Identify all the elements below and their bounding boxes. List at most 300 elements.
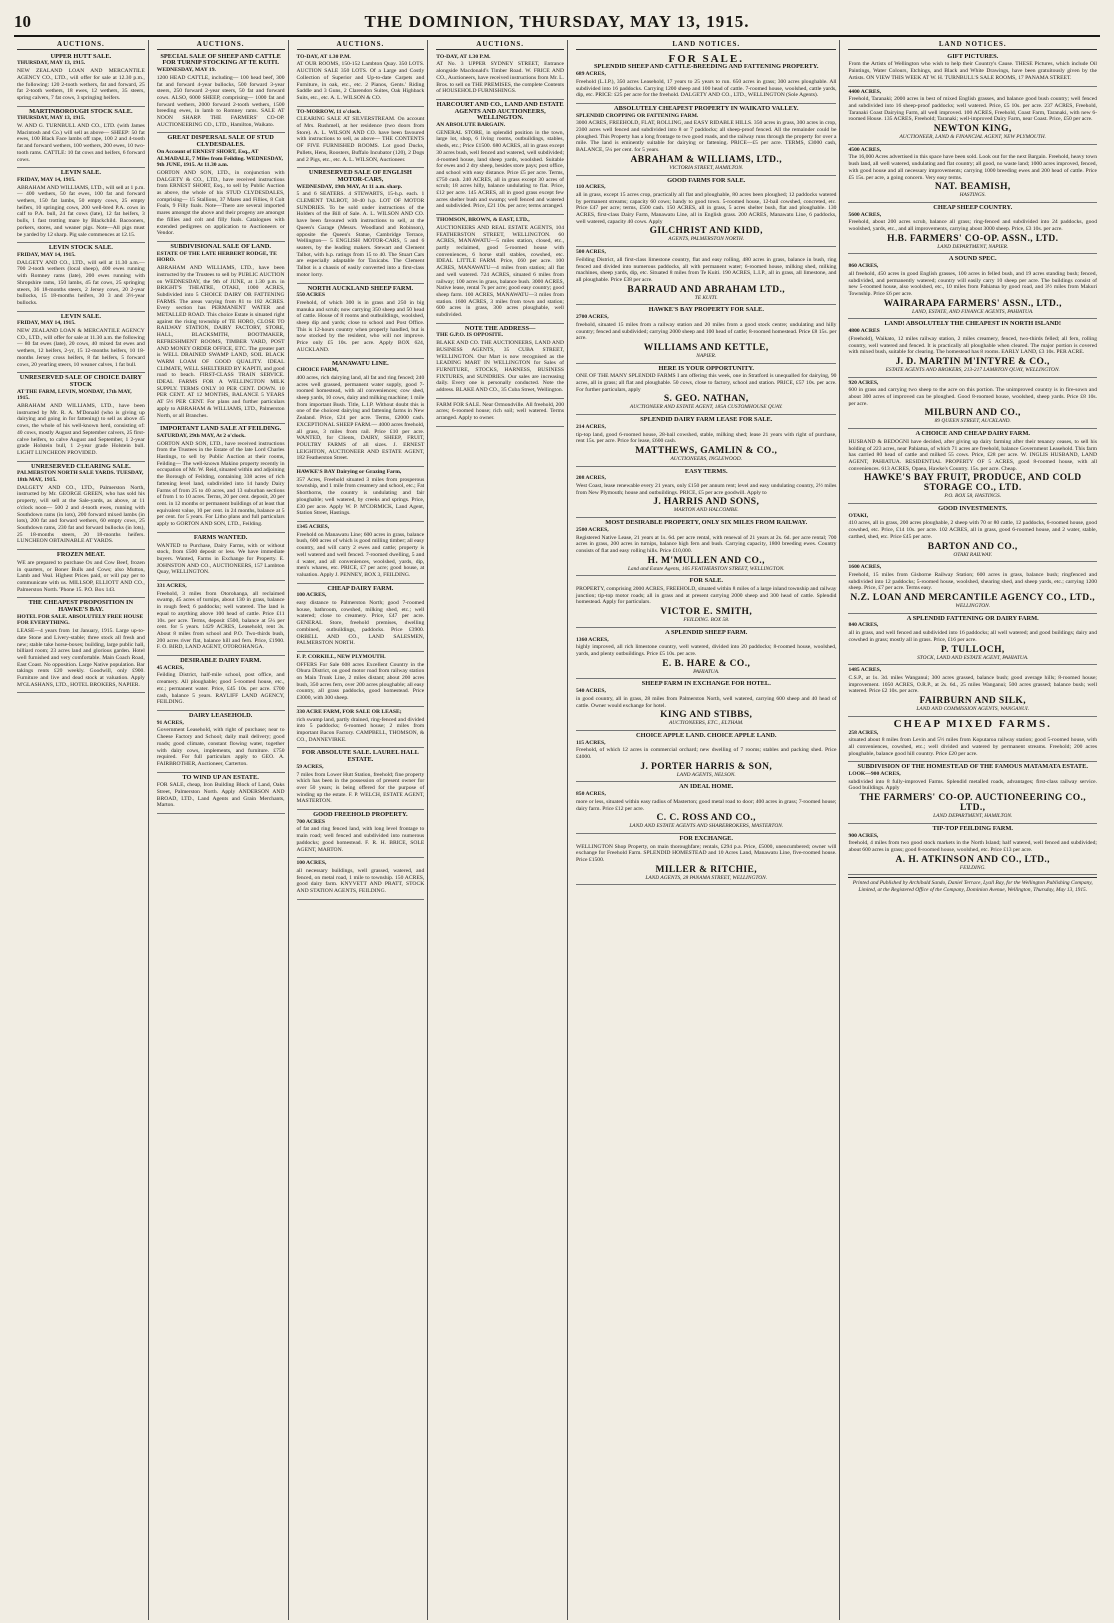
- ad-body: 357 Acres, Freehold situated 3 miles from prosperous township, and 1 mile from creamery and school, etc.; Fat Shorthorns, the country is undulating and fair ploughable; well watered, by creeks and springs. Price, £30 per acre. Apply W. P. M'CORMICK, Land Agent, Station Street, Hastings.: [296, 476, 425, 517]
- agent-name: GILCHRIST AND KIDD,: [649, 226, 763, 237]
- advertisement: [297, 52, 425, 107]
- ad-lead: TO-MORROW, 11 o'clock.: [296, 108, 362, 115]
- ad-body: Freehold, of which 12 acres in commercial orchard; new dwelling of 7 rooms; stables and packing shed. Price £4000.: [576, 747, 837, 761]
- agent-address: FEILDING.: [959, 864, 986, 871]
- ad-lead: 920 ACRES,: [848, 379, 879, 386]
- agent-name: KING AND STIBBS,: [660, 710, 753, 721]
- ad-title: IMPORTANT LAND SALE AT FEILDING.: [159, 425, 282, 433]
- ad-lead: SPLENDID CROPPING OR FATTENING FARM.: [576, 112, 699, 119]
- ad-body: 3000 ACRES, FREEHOLD, FLAT, ROLLING, and EASY RIDABLE HILLS. 350 acres in grass, 300 acres in crop, 2300 acres well fenced and subdivided into 8 or 7 paddocks; all sheep-proof fenced. All the remainder could be ploughed. This Property has a long frontage to two good roads, and the railway runs through the property for over a mile. The land is eminently suitable for dairying or fattening. PRICE—£5 per acre. TERMS, £3000 cash, BALANCE, 5¼ per cent. for 5 years.: [576, 120, 837, 154]
- ad-title: DAIRY LEASEHOLD.: [188, 711, 253, 719]
- ad-lead: 4800 ACRES: [848, 328, 880, 335]
- ad-title: HAWKE'S BAY PROPERTY FOR SALE.: [648, 306, 764, 314]
- ad-body: DALGETY AND CO., LTD., will sell at 11.30 a.m.— 700 2-tooth wethers (local sheep), 400 ewes running with Romney rams (late), 200 ewes running with Shropshire rams, 150 lambs, 45 fat cows, 25 springing steers, 36 18-months steers, 2 Jersey cows, 20 2-year bullocks, 15 18-months heifers, 30 3 and 3½-year bullocks.: [17, 259, 145, 306]
- advertisement: [297, 748, 425, 810]
- column-heading: AUCTIONS.: [297, 40, 425, 50]
- advertisement: [576, 415, 836, 467]
- column-heading: AUCTIONS.: [17, 40, 145, 50]
- agent-address: LAND, ESTATE, AND FINANCE AGENTS, PAHIATUA.: [911, 308, 1034, 315]
- ad-lead: 1600 ACRES,: [848, 564, 882, 571]
- advertisement: [848, 87, 1097, 145]
- advertisement: [848, 429, 1097, 504]
- imprint-footer: Printed and Published by Archibald Sando, Daniel Terrace, Lyall Bay, for the Wellington Publishing Company, Limited, at the Registered Office of the Company, Dominion Avenue, Wellington, Thursday, May 13, 1915.: [848, 877, 1097, 893]
- ad-title: A SOUND SPEC.: [948, 255, 997, 263]
- ad-body: all in grass, and well fenced and subdivided into 16 paddocks; all well watered; and good buildings; dairy and cowshed in grass; mostly all in grass. Price, £16 per acre.: [848, 630, 1097, 643]
- ad-title: UNRESERVED SALE OF CHOICE DAIRY STOCK: [19, 374, 142, 388]
- ad-title: SPECIAL SALE OF SHEEP AND CATTLE FOR TURNIP STOCKING AT TE KUITI.: [160, 52, 281, 67]
- column-4: [433, 40, 568, 1620]
- advertisement: [297, 467, 425, 522]
- ad-body: DALGETY AND CO., LTD., Palmerston North, instructed by Mr. GEORGE GREEN, who has sold his property, will sell at the Sale-yards, as above, at 11 o'clock noon— 500 2 and 4-tooth ewes, running with Southdown rams (in lots), 200 forward mixed lambs (in lots), 200 fat and forward wethers, 60 empty cows, 25 Southdown rams, 230 fat and forward bullocks (in lots), 25 18-months steers, 20 18-months heifers. LUNCHEON OBTAINABLE AT YARDS.: [17, 484, 145, 545]
- advertisement: [157, 773, 285, 815]
- column-heading: AUCTIONS.: [436, 40, 564, 50]
- ad-body: rich swamp land, partly drained, ring-fenced and divided into 5 paddocks; 6-roomed house; 2 miles from important Bacon Factory. CAMPBELL, THOMSON, & CO., DANNEVIRKE.: [296, 716, 425, 743]
- advertisement: [157, 133, 285, 242]
- ad-body: From the Artists of Wellington who wish to help their Country's Cause. THESE Pictures, which include Oil Paintings, Water Colours, Etchings, and Black and White Drawings, have been gratuitously given by the Artists. ON VIEW THIS WEEK AT W. H. TURNBULL'S SALE ROOMS, 17 PANAMA STREET.: [848, 61, 1097, 81]
- advertisement: [576, 104, 836, 176]
- advertisement: [157, 242, 285, 424]
- agent-address: AUCTIONEER AND ESTATE AGENT, 185A CUSTOMHOUSE QUAY.: [629, 404, 783, 411]
- advertisement: [17, 312, 145, 374]
- ad-lead: 900 ACRES,: [848, 832, 879, 839]
- ad-lead: 258 ACRES,: [848, 729, 879, 736]
- ad-lead: 1360 ACRES,: [576, 636, 609, 643]
- ad-body: Freehold, of which 300 is in grass and 250 in big manuka and scrub; now carrying 350 sheep and 50 head of cattle. House of 8 rooms and outbuildings, woolshed, sheep dip and yards; close to school and Post Office. This is 12-hours country when properly handled, but is now stocked by the resident, who will not improve. Price only £5 10s. per acre. Apply BOX 624, AUCKLAND.: [296, 299, 425, 353]
- ad-title: A SPLENDID SHEEP FARM.: [665, 628, 748, 636]
- advertisement: [848, 145, 1097, 203]
- ad-lead: 689 ACRES,: [576, 71, 606, 78]
- ad-body: Feilding District, all first-class limestone country, flat and easy rolling, 480 acres in grass, balance in bush, ring fenced and divided into numerous paddocks, all with permanent water; 6-roomed house, milking shed, milking machines, sheep yards, dip, etc. Situated 8 miles from Te Kuiti. 190 ACRES, L.I.P., all in grass, all limestone, and all ploughable. Price £38 per acre.: [576, 256, 837, 283]
- advertisement: [848, 717, 1097, 763]
- agent-address: P.O. BOX 58, HASTINGS.: [944, 493, 1002, 500]
- agent-name: C. C. ROSS AND CO.,: [656, 813, 756, 824]
- ad-title: NOTE THE ADDRESS—: [464, 324, 536, 332]
- ad-body: PROPERTY, comprising 2000 ACRES, FREEHOLD, situated within 8 miles of a large inland township and railway junction; tip-top motor roads; all in grass and at present carrying 2000 sheep and 300 head of cattle. Splendid homestead. Apply for particulars.: [576, 586, 837, 606]
- ad-lead: 540 ACRES,: [576, 688, 606, 695]
- advertisement: [576, 176, 836, 248]
- advertisement: [848, 504, 1097, 562]
- advertisement: [576, 467, 836, 519]
- advertisement: [297, 359, 425, 468]
- agent-name: VICTOR E. SMITH,: [660, 607, 753, 618]
- agent-name: MATTHEWS, GAMLIN & CO.,: [635, 445, 778, 456]
- agent-address: FEILDING. BOX 58.: [683, 617, 730, 624]
- ad-title: CHEAP SHEEP COUNTRY.: [933, 203, 1013, 211]
- advertisement: [436, 52, 564, 100]
- agent-address: HASTINGS.: [959, 192, 986, 199]
- advertisement: [848, 319, 1097, 377]
- ad-body: WE are prepared to purchase Ox and Cow Beef, frozen in quarters, or Boner Bulls and Cows; also Mutton, Lamb and Veal. Highest Prices paid, or will pay per to communicate with us. MILLSOP, ELLIOTT AND CO., Palmerston North. 'Phone 15. P.O. Box 143.: [17, 559, 145, 593]
- agent-address: LAND AGENTS, NELSON.: [676, 771, 736, 778]
- advertisement: [848, 562, 1097, 614]
- ad-body: AT OUR ROOMS, 150-152 Lambton Quay. 350 LOTS. AUCTION SALE 350 LOTS. Of a Large and Costly Collection of Superior and Up-to-date Carpets and Furniture, in oak, etc., etc. 2 Pianos, Gents.' Riding Saddle and 3 Guns, 2 Clarendon Suites, Oak Highback Suits, etc., etc. A. L. WILSON & CO.: [296, 61, 425, 101]
- ad-lead: WEDNESDAY, MAY 19.: [156, 67, 216, 74]
- advertisement: [17, 243, 145, 311]
- agent-name: FAIRBURN AND SILK,: [919, 696, 1026, 707]
- agent-address: Land and Estate Agents, 105 FEATHERSTON STREET, WELLINGTON.: [627, 565, 785, 572]
- ad-body: Registered Native Lease, 21 years at 1s. 6d. per acre rental, with renewal of 21 years at 2s. 6d. per acre rental; 700 acres in grass, 200 acres in turnips, balance high fern and bush. Carrying capacity, 1800 breeding ewes. Country consists of flat and easy rolling hills. Price £10,000.: [576, 534, 837, 554]
- advertisement: [297, 858, 425, 900]
- ad-lead: 2700 ACRES,: [576, 314, 609, 321]
- advertisement: [576, 247, 836, 305]
- advertisement: [576, 305, 836, 363]
- ad-body: ABRAHAM AND WILLIAMS, LTD., will sell at 1 p.m.— 400 wethers, 50 fat ewes, 100 fat and forward wethers, 150 fat lambs, 50 empty cows, 25 empty heifers, 10 springing cows, 200 well-bred P.A. cows in calf to P.A. bull, 24 fat cows (late), 12 fat heifers, 3 bulls, 1 fast trotting mare by Blackchild. Bacooners, porkers, stores, and weaner pigs. Note—All pigs must be yarded by 12 sharp. Pig sale commences at 12.15.: [17, 184, 145, 238]
- ad-lead: FRIDAY, MAY 14, 1915.: [17, 251, 76, 258]
- agent-name: MILBURN AND CO.,: [924, 408, 1021, 419]
- ad-body: freehold, situated 15 miles from a railway station and 20 miles from a good stock centre; undulating and hilly country; fenced and subdivided; carrying 2000 sheep and 100 head of cattle; 8-roomed homestead. Price £8 15s. per acre.: [576, 321, 837, 342]
- ad-body: Feilding District, half-mile school, post office, and creamery. All ploughable; good 5-roomed house, etc., etc.; permanent water. Price, £45 10s. per acre. £700 cash, balance 5 years. RAYLIFF LAND AGENCY, FEILDING.: [156, 672, 285, 706]
- ad-body: GORTON AND SON, LTD., in conjunction with DALGETY & CO., LTD., have received instructions from ERNEST SHORT, Esq., to sell by Public Auction as above, the whole of his STUD CLYDESDALES, comprising— 15 Stallions, 37 Mares and Fillies, 8 Colt Foals, 9 Filly foals. Note—There are several imported mares amongst the above and their progeny are amongst the fillies and colt and filly foals. Catalogues with extended pedigrees on application to Auctioneers or Vendor.: [156, 169, 285, 237]
- ad-title: LEVIN SALE.: [60, 312, 101, 320]
- ad-title: HERE IS YOUR OPPORTUNITY.: [658, 364, 754, 372]
- ad-body: WELLINGTON Shop Property, on main thoroughfare; rentals, £294 p.a. Price, £5000, unencumbered; owner will exchange for Freehold Farm. SPLENDID HOMESTEAD and 10 Acres Land, Manawatu Line, five-roomed house. Price £1500.: [576, 843, 837, 864]
- ad-title: DESIRABLE DAIRY FARM.: [180, 657, 262, 665]
- ad-body: HUSBAND & BEDOGNI have decided, after giving up dairy farming after their tenancy ceases, to sell his holding of 223 acres, near Pahiatua, of which 71 acres are freehold, balance Government Leasehold. This farm has carried 80 head of cattle and milked 55 cows. Price, £28 per acre. W. INGLIS HUSBAND, LAND AGENT, PAHIATUA. RESIDENTIAL PROPERTY OF 5 ACRES, good 8-roomed house, with all conveniences. 613 ACRES, Opaea, Hawke's Country. 15s. per acre. Cheap.: [848, 438, 1097, 472]
- ad-title: GOOD FARMS FOR SALE.: [667, 176, 746, 184]
- advertisement: [297, 107, 425, 169]
- ad-lead: 100 ACRES,: [296, 860, 327, 867]
- ad-lead: 5600 ACRES,: [848, 211, 882, 218]
- advertisement: [436, 399, 564, 427]
- advertisement: [157, 656, 285, 711]
- ad-body: of fat and ring fenced land, with long level frontage to main road; well fenced and subdivided into numerous paddocks; good homestead. F. R. H. BRICE, SOLE AGENT, MARTON.: [296, 826, 425, 853]
- agent-name: J. D. MARTIN M'INTYRE & CO.,: [895, 356, 1050, 367]
- ad-body: GENERAL STORE, in splendid position in the town, large lot, shop, 6 living rooms, outbuildings, stables, sheds, etc.; Price £1500. 680 ACRES, all in grass except 30 acres bush, well fenced and watered, well subdivided; 4-roomed house, land sheep yards, woolshed. Suitable for ewes and 2 dry sheep, besides store pays; post office, and school with easy distance. Price £5 per acre. Terms, £750 cash. 240 ACRES, all in grass except 30 acres of scrub; 18 acres hilly, balance undulating to flat. Price, £12 per acre. 145 ACRES, all in good grass except few acres shelter bush and swamp; well fenced and watered and subdivided. Price, £21 10s. per acre; terms arranged.: [436, 129, 564, 210]
- ad-lead: 45 ACRES,: [156, 664, 184, 671]
- column-2: [154, 40, 289, 1620]
- ad-body: Freehold, about 200 acres scrub, balance all grass; ring-fenced and subdivided into 24 paddocks, good woolshed, yards, etc., and all improvements, carrying about 3000 sheep. Price, £3 10s. per acre.: [848, 219, 1097, 233]
- ad-lead: 1345 ACRES,: [296, 524, 330, 530]
- ad-body: situated about 8 miles from Levin and 5½ miles from Koputaroa railway station; good 5-roomed house, with all conveniences, cowshed, etc.; well divided and watered by permanent streams. Freehold; 200 acres ploughable, balance good hill country. Price £20 per acre.: [848, 737, 1097, 757]
- ad-body: 400 acres, rich dairying land, all fat and ring fenced; 240 acres well grassed, permanent water supply, good 7-roomed homestead, with all conveniences; cow shed, sheep yards, 10 cows, dairy and milking machine; 1 mile from important Bush. Title, L.I.P. Without doubt this is one of the choicest dairying and fattening farms in New Zealand. Price, £24 per acre. Terms, £2000 cash. EXCEPTIONAL SHEEP FARM.— 4000 acres freehold, all grass, 3 miles from rail. Price £10 per acre. WANTED, for Clients, DAIRY, SHEEP, FRUIT, POULTRY FARMS of all sizes. J. ERNEST LEIGHTON, AUCTIONEER AND ESTATE AGENT, 182 Featherston Street.: [296, 374, 425, 462]
- ad-body: The 16,000 Acres advertised in this space have been sold. Look out for the next Bargain. Freehold, heavy town bush land, all well watered, undulating and flat country; all good, no waste land; 1000 acres improved, fenced, with good house and all necessary improvements; carrying 1000 breeding ewes and 200 head of cattle. Price £5 15s. per acre, a going concern. Very easy terms.: [848, 154, 1097, 181]
- ad-title: SUBDIVISIONAL SALE OF LAND.: [170, 242, 271, 250]
- ad-lead: On Account of ERNEST SHORT, Esq., AT ALMADALE, 7 Miles from Feilding. WEDNESDAY, 9th JUNE, 1915. At 11.30 a.m.: [156, 148, 283, 169]
- ad-body: highly improved, all rich limestone country, well watered, divided into 20 paddocks; 8-roomed house, woolshed, yards, and plenty outbuildings. Price £5 10s. per acre.: [576, 644, 837, 657]
- ad-lead: 331 ACRES,: [156, 583, 187, 590]
- ad-body: Freehold on Manawatu Line; 600 acres in grass, balance bush, 600 acres of which is good milling timber; all easy country, and will carry 2 ewes and cattle; property is well watered and well fenced. 7-roomed dwelling, 5 and 4 water, and all conveniences, woolshed, yards, dip, men's whares, etc. PRICE, £7 per acre; good house, at valuation. Apply J. PENNEY, BOX 3, FEILDING.: [296, 531, 425, 578]
- ad-banner: CHEAP MIXED FARMS.: [893, 717, 1052, 730]
- advertisement: [297, 284, 425, 359]
- ad-title: UNRESERVED SALE OF ENGLISH MOTOR-CARS,: [308, 169, 412, 183]
- advertisement: [297, 652, 425, 707]
- agent-name: H. M'MULLEN AND CO.,: [647, 555, 765, 566]
- ad-body: more or less, situated within easy radius of Masterton; good metal road to door; 400 acres in grass; 7-roomed house; dairy farm. Price £12 per acre.: [576, 798, 837, 812]
- agent-name: J. HARRIS AND SONS,: [653, 497, 760, 508]
- ad-lead: 59 ACRES,: [296, 763, 324, 770]
- advertisement: [297, 522, 425, 584]
- ad-title: GOOD FREEHOLD PROPERTY.: [313, 811, 408, 819]
- agent-address: LAND AND COMMISSION AGENTS, WANGANUI.: [916, 706, 1030, 713]
- agent-name: HAWKE'S BAY FRUIT, PRODUCE, AND COLD STORAGE CO., LTD.: [863, 473, 1082, 494]
- ad-lead: 1485 ACRES,: [848, 667, 882, 674]
- ad-body: ABRAHAM AND WILLIAMS, LTD., have been instructed by the Trustees to sell by PUBLIC AUCTION on WEDNESDAY, the 9th of JUNE, at 1.30 p.m. in BRIGHT'S THEATRE, OTAKI, 1000 ACRES, Subdivided into 5 CHOICE DAIRY OR FATTENING FARMS. The areas varying from 81 to 182 ACRES. Every section has PERMANENT WATER and METALLED ROAD. This choice Estate is situated right against the rising township of TE HORO, CLOSE TO RAILWAY STATION, DAIRY FACTORY, STORE, HALL, BLACKSMITH, BOOTMAKER, REFRESHMENT ROOMS, TIMBER YARD, POST AND MONEY ORDER OFFICE, ETC. The greater part is WELL DRAINED SWAMP LAND, SOIL BLACK WARM LOAM OF GOOD QUALITY. IDEAL CLIMATE, WELL SHELTERED BY KAPITI, and good road to beach. FIRST-CLASS TRAIN SERVICE. IDEAL FARMS FOR A WELLINGTON MILK SUPPLY. TERMS ONLY 10 PER CENT. DOWN. 10 PER CENT. AT 12 MONTHS, BALANCE 5 YEARS AT 5½ PER CENT. For plans and further particulars apply to ABRAHAM & WILLIAMS, LTD., Palmerston North, or all Branches.: [156, 265, 285, 419]
- ad-lead: 4500 ACRES,: [848, 146, 882, 153]
- ad-body: tip-top land, good 6-roomed house, 28-bail cowshed, stable, milking shed; lease 21 years with right of purchase, rent 15s. per acre. Price for lease, £600 cash.: [576, 431, 837, 445]
- ad-body: W. AND G. TURNBULL AND CO., LTD. (with James Macintosh and Co.) will sell as above— SHEEP: 50 fat ewes, 100 Black Face lambs off rape, 100 2 and 4-tooth fat and forward wethers, 100 wethers, 200 ewes, 10 two-tooth rams. CATTLE: 10 fat cows and heifers, 6 forward cows.: [17, 123, 145, 163]
- column-6: [845, 40, 1100, 1620]
- ad-lead: F. P. CORKILL, NEW PLYMOUTH.: [296, 653, 386, 660]
- agent-name: J. PORTER HARRIS & SON,: [640, 761, 773, 772]
- ad-title: SUBDIVISION OF THE HOMESTEAD OF THE FAMOUS MATAMATA ESTATE.: [857, 763, 1088, 771]
- agent-address: ESTATE AGENTS AND BROKERS, 213-217 LAMBTON QUAY, WELLINGTON.: [885, 366, 1060, 373]
- ad-title: GOOD INVESTMENTS.: [938, 505, 1008, 513]
- ad-title: TO WIND UP AN ESTATE.: [182, 773, 259, 781]
- ad-lead: ESTATE OF THE LATE HERBERT RODGE, TE HORO.: [156, 250, 277, 264]
- masthead: [14, 10, 1100, 37]
- ad-title: LEVIN SALE.: [60, 169, 101, 177]
- ad-lead: 860 ACRES,: [848, 263, 879, 270]
- ad-title: SHEEP FARM IN EXCHANGE FOR HOTEL.: [641, 680, 771, 688]
- ad-body: WANTED to Purchase, Dairy Farms, with or without stock, from £500 deposit or less. We have immediate buyers. Wanted, Farms in Exchange for Property. E. JOHNSTON AND CO., AUCTIONEERS, 157 Lambton Quay, WELLINGTON.: [156, 542, 285, 576]
- advertisement: [436, 215, 564, 324]
- ad-body: West Coast, lease renewable every 21 years, only £150 per annum rent; level and easy undulating country, 2½ miles from New Plymouth; house and outbuildings. PRICE, £5 per acre goodwill. Apply to: [576, 483, 837, 496]
- ad-lead: AT THE FARM, LEVIN, MONDAY, 17th MAY, 1915.: [17, 388, 132, 402]
- ad-body: LEASE—4 years from 1st January, 1915. Large up-to-date Stone and Livery-stable; three stock all fresh and new; stable take horse-boxes; building, large public hall, billiard room; 23 acres land and glorious garden. Hotel well furnished and very comfortable. Main Coach Road, East Coast. No opposition. Large Native population. Bar takings rents £20 weekly. Goodwill, only £900. Furniture and live and dead stock at valuation. Apply M'GLASHANS, LTD., HOTEL BROKERS, NAPIER.: [17, 628, 145, 688]
- ad-lead: OTAKI,: [848, 512, 869, 519]
- ad-title: SPLENDID SHEEP AND CATTLE-BREEDING AND FATTENING PROPERTY.: [593, 63, 819, 71]
- advertisement: [157, 52, 285, 134]
- ad-body: FOR SALE, cheap, Iron Building Block of Land, Oaks Street, Palmerston North. Apply ANDERSON AND BROAD, LTD., Land Agents and Grain Merchants, Marton.: [156, 782, 285, 809]
- advertisement: [848, 203, 1097, 255]
- column-heading: LAND NOTICES.: [848, 40, 1097, 50]
- ad-title: CHEAP DAIRY FARM.: [327, 584, 394, 592]
- ad-lead: THOMSON, BROWN, & EAST, LTD.,: [436, 217, 530, 224]
- agent-name: WILLIAMS AND KETTLE,: [643, 342, 769, 353]
- ad-body: in good country, all in grass, 28 miles from Palmerston North, well watered, carrying 600 sheep and 40 head of cattle. Owner would exchange for hotel.: [576, 695, 837, 709]
- advertisement: [576, 52, 836, 104]
- ad-body: ONE OF THE MANY SPLENDID FARMS I am offering this week, one in Stratford is unequalled for dairying, 90 acres, all in grass; all flat and ploughable. 50 cows, close to factory, school and station. PRICE, £57 10s. per acre. For further particulars, apply: [576, 373, 837, 393]
- agent-address: WELLINGTON.: [955, 603, 991, 610]
- ad-title: FOR EXCHANGE.: [679, 834, 734, 842]
- agent-name: ABRAHAM & WILLIAMS, LTD.,: [630, 154, 782, 165]
- agent-name: P. TULLOCH,: [940, 644, 1005, 655]
- agent-address: LAND AGENTS, 28 PANAMA STREET, WELLINGTON.: [645, 874, 768, 881]
- agent-address: AUCTIONEERS, INGLEWOOD.: [670, 455, 742, 462]
- ad-lead: TO-DAY, AT 1.30 P.M.: [296, 53, 351, 60]
- ad-body: Government Leasehold, with right of purchase; near to Cheese Factory and School; daily mail delivery; good roads; good climate, constant flowing water, together with dairy cows, implements, and furniture. £750 required. For full particulars apply to GEO. A. FAIRBROTHER, Auctioneer, Carterton.: [156, 727, 285, 767]
- advertisement: [297, 810, 425, 858]
- ad-lead: SATURDAY, 29th MAY, At 2 o'clock.: [156, 432, 246, 439]
- advertisement: [157, 424, 285, 533]
- agent-address: AGENTS, PALMERSTON NORTH.: [668, 236, 745, 243]
- agent-name: BARRAUD AND ABRAHAM LTD.,: [627, 284, 786, 295]
- ad-title: AN IDEAL HOME.: [679, 783, 734, 791]
- page-number: 10: [14, 12, 31, 31]
- ad-body: NEW ZEALAND LOAN & MERCANTILE AGENCY CO., LTD., will offer for sale at 11.30 a.m. the following— 80 fat ewes (late), 20 cows, 40 mixed fat ewes and wethers, 12 heifers, 2-yr, 15 12-months heifers, 10 18-months Jersey cross heifers, 8 fat heifers, 5 forward cows, 20 yearling steers, 10 weaner calves, 1 fat bull.: [17, 328, 145, 368]
- ad-title: EASY TERMS.: [684, 467, 728, 475]
- ad-title: TIP-TOP FEILDING FARM.: [932, 824, 1014, 832]
- agent-address: AUCTIONEERS, ETC., ELTHAM.: [669, 720, 744, 727]
- ad-lead: 850 ACRES,: [576, 791, 606, 798]
- advertisement: [17, 598, 145, 693]
- ad-body: 5 and 6 SEATERS. 4 STEWARTS, 15-h.p. each. 1 CLEMENT TALBOT, 30-40 h.p. LOT OF MOTOR SUNDRIES. To be sold under instructions of the Holders of the Bill of Sale. A. L. WILSON AND CO. have been favoured with instructions to sell, at the Queen's Garage (Messrs. Woodland and Robinson), opposite the Queen's Statue, Cambridge Terrace, Wellington— 5 ENGLISH MOTOR-CARS, 5 and 6 seaters, by the leading makers. Stewart and Clement Talbot, with h.p. ratings from 15 to 40. The Stuart Cars are especially adaptable for Taxicabs. The Clement Talbot is a chassis of easily converted into a first-class motor lorry.: [296, 191, 425, 278]
- ad-body: 410 acres, all in grass, 200 acres ploughable, 2 sheep with 70 or 80 cattle, 12 paddocks, 6-roomed house, good cowshed, etc. Price, £14 10s. per acre. 102 ACRES, all in grass, good 6-roomed house, and 2 water, stable, carthed, shed, etc. Price £45 per acre.: [848, 520, 1097, 540]
- advertisement: [848, 824, 1097, 876]
- advertisement: [297, 168, 425, 283]
- ad-lead: THURSDAY, MAY 13, 1915.: [17, 115, 86, 122]
- ad-lead: 700 ACRES: [296, 818, 325, 825]
- column-3: [294, 40, 429, 1620]
- agent-name: E. B. HARE & CO.,: [662, 658, 751, 669]
- ad-lead: WEDNESDAY, 19th MAY, At 11 a.m. sharp.: [296, 183, 403, 190]
- agent-address: AUCTIONEER, LAND & FINANCIAL AGENT, NEW PLYMOUTH.: [899, 134, 1046, 141]
- ad-body: Freehold, 3 miles from Otorohanga, all reclaimed swamp, 45 acres of turnips, about 130 in grass, balance in rough feed; 6 paddocks; well watered. The land is equal to anything above 100 head of cattle. Price £11 10s. per acre. Terms, deposit £500, balance at 5¼ per cent. for 5 years. 1429 ACRES, Leasehold, rent 3s. About 8 miles from school and P.O. Two-thirds bush, 200 acres river flat, balance hill and fern. Price, £1900. F. O. BIRD, LAND AGENT, OTOROHANGA.: [156, 590, 285, 651]
- agent-address: LAND DEPARTMENT, HAMILTON.: [933, 813, 1013, 820]
- ad-title: ABSOLUTELY CHEAPEST PROPERTY IN WAIKATO VALLEY.: [613, 104, 799, 112]
- ad-body: AUCTIONEERS AND REAL ESTATE AGENTS, 104 FEATHERSTON STREET, WELLINGTON. 60 ACRES, MANAWATU—5 miles station, closed, etc., partly reclaimed, good 5-roomed house with conveniences, 6 horse stall stables, cowshed, etc. IDEAL LITTLE FARM. Price, £60 per acre. 100 ACRES, MANAWATU—4 miles from station; all flat and well watered. 724 ACRES, situated 6 miles from railway; 100 acres in grass, balance bush. 3000 ACRES, Native lease, rental 7s per acre; good easy country; good sheep farm. 100 ACRES, MANAWATU—3 miles from station. 1600 ACRES, 3 miles from town and station; 600 acres in grass, 300 acres ploughable, well subdivided.: [436, 224, 564, 319]
- ad-lead: 2500 ACRES,: [576, 526, 609, 533]
- agent-address: LAND DEPARTMENT, NAPIER.: [937, 243, 1009, 250]
- ad-body: AT No. 3 UPPER SYDNEY STREET, Entrance alongside Macdonald's Timber Road. W. FRICE AND CO., Auctioneers, have received instructions from Mr. L. Bros. to sell on THE PREMISES, the complete Contents of HOUSEHOLD FURNISHINGS.: [436, 61, 564, 95]
- ad-banner: FOR SALE.: [668, 52, 744, 65]
- ad-title: FARMS WANTED.: [193, 533, 248, 541]
- agent-address: VICTORIA STREET, HAMILTON.: [669, 164, 744, 171]
- columns-container: [14, 40, 1100, 1620]
- ad-title: LEVIN STOCK SALE.: [48, 244, 113, 252]
- column-5: [573, 40, 840, 1620]
- advertisement: [576, 628, 836, 680]
- ad-body: ABRAHAM AND WILLIAMS, LTD., have been instructed by Mr. R. A. M'Donald (who is giving up dairying and going in for fattening) to sell as above 45 cows, the whole of his well-known herd, consisting of: 40 cows, mostly August and September calvers, 25 first-calve heifers, to calve August and September, 1 2-year grade Holstein bull, 1 2-year grade Holstein bull. LIGHT LUNCHEON PROVIDED.: [17, 403, 145, 456]
- ad-body: Freehold, Taranaki; 2000 acres in best of mixed English grasses, and balance good bush country; well fenced and subdivided into 16 sheep-proof paddocks; well watered. Price, £5 10s. per acre. 237 ACRES, Freehold, Taranaki Coast Dairying Farm, all well improved. 100 ACRES, Freehold, Coast Farm, Taranaki, with new 6-roomed House. 135 ACRES, Freehold; Taranaki; well-improved Dairy Farm, near Coast. Price, £50 per acre.: [848, 96, 1097, 123]
- ad-body: FARM FOR SALE. Near Ormondville. All freehold, 200 acres; 6-roomed house; rich soil; well watered. Terms arranged. Apply to owner.: [436, 401, 564, 422]
- advertisement: [576, 679, 836, 731]
- agent-address: 89 QUEEN STREET, AUCKLAND.: [934, 418, 1011, 425]
- agent-address: MARTON AND HALCOMBE.: [673, 507, 739, 514]
- advertisement: [17, 462, 145, 550]
- ad-body: all freehold, 450 acres in good English grasses, 100 acres in felled bush, and 19 acres standing bush; fenced, subdivided, and permanently watered; country will easily carry 10 sheep per acre. The buildings consist of new 5-roomed house, also woolshed, etc., 10 miles from Pahiatua by good road, and 3½ miles from Makuri Township. Price £6 per acre.: [848, 270, 1097, 297]
- agent-name: MILLER & RITCHIE,: [655, 864, 758, 875]
- newspaper-title: THE DOMINION, THURSDAY, MAY 13, 1915.: [364, 12, 750, 31]
- ad-body: NEW ZEALAND LOAN AND MERCANTILE AGENCY CO., LTD., will offer for sale at 12.30 p.m., the following: 120 2-tooth wethers, fat and forward, 25 fat 2-tooth wethers, 18 ewes, 12 wethers, 35 steers, spring calvers, 7 fat cows, 3 springing heifers.: [17, 68, 145, 101]
- ad-body: 7 miles from Lower Hutt Station, freehold; fine property which has been in the possession of present owner for over 50 years; is being offered for the purpose of winding up the estate. F. P. WELCH, ESTATE AGENT, MASTERTON.: [296, 771, 425, 805]
- ad-title: UNRESERVED CLEARING SALE.: [31, 462, 131, 470]
- ad-title: FROZEN MEAT.: [56, 551, 105, 559]
- ad-lead: TO-DAY, AT 1.30 P.M.: [436, 53, 491, 60]
- ad-title: NORTH AUCKLAND SHEEP FARM.: [307, 284, 414, 292]
- advertisement: [17, 373, 145, 461]
- column-1: [14, 40, 149, 1620]
- ad-body: all necessary buildings, well grassed, watered, and fenced, on metal road, 1 mile to township. 150 ACRES, good dairy farm. KNYVETT AND PRATT, STOCK AND STATION AGENTS, FEILDING.: [296, 867, 425, 895]
- advertisement: [576, 576, 836, 628]
- ad-lead: 550 ACRES: [296, 292, 325, 299]
- ad-lead: 330 ACRE FARM, FOR SALE OR LEASE;: [296, 708, 402, 715]
- ad-title: FOR ABSOLUTE SALE. LAUREL HALL ESTATE.: [301, 749, 419, 764]
- ad-title: UPPER HUTT SALE.: [50, 52, 112, 60]
- agent-name: A. H. ATKINSON AND CO., LTD.,: [895, 854, 1050, 865]
- agent-name: NAT. BEAMISH,: [934, 182, 1011, 193]
- ad-lead: THURSDAY, MAY 13, 1915.: [17, 60, 86, 67]
- advertisement: [848, 378, 1097, 430]
- ad-title: MANAWATU LINE.: [332, 359, 389, 367]
- ad-title: FOR SALE.: [689, 577, 723, 585]
- ad-body: 1200 HEAD CATTLE, including— 100 head beef, 300 fat and forward 4-year bullocks, 500 forward 3-year steers, 250 forward 2-year steers, 50 fat and forward cows. ALSO, 6000 SHEEP, comprising— 1000 fat and forward wethers, 2000 forward 2-tooth wethers, 1500 breeding ewes, in lamb to Romney rams. SALE AT NOON SHARP. THE FARMERS' CO-OP. AUCTIONEERING CO., LTD., Hamilton, Waikato.: [156, 74, 285, 128]
- advertisement: [576, 731, 836, 783]
- ad-title: LAND! ABSOLUTELY THE CHEAPEST IN NORTH ISLAND!: [884, 320, 1062, 328]
- ad-lead: FRIDAY, MAY 14, 1915.: [17, 176, 76, 183]
- advertisement: [297, 584, 425, 652]
- advertisement: [848, 614, 1097, 666]
- advertisement: [157, 711, 285, 773]
- advertisement: [848, 665, 1097, 717]
- advertisement: [157, 581, 285, 656]
- agent-name: H.B. FARMERS' CO-OP. ASSN., LTD.: [887, 233, 1059, 244]
- agent-address: PAHIATUA.: [693, 668, 720, 675]
- ad-title: GREAT DISPERSAL SALE OF STUD CLYDESDALES.: [167, 134, 274, 149]
- advertisement: [17, 550, 145, 598]
- ad-body: 600 in grass and carrying two sheep to the acre on this portion. The unimproved country is in fire-sown and about 300 acres of improved can be ploughed. Good 8-roomed house, woolshed, sheep yards. Price £8 10s. per acre.: [848, 387, 1097, 407]
- advertisement: [576, 364, 836, 416]
- agent-name: S. GEO. NATHAN,: [663, 394, 749, 405]
- advertisement: [17, 52, 145, 107]
- ad-body: (Freehold), Waikato, 12 miles railway station, 2 miles creamery, fenced, two-thirds felled; all fern, rolling country, well watered and fenced. It is practically all ploughable when cleared. The major portion is covered with mixed bush, suitable for clearing. The homestead has 8 rooms. EARLY LAND, £3 10s. PER ACRE.: [848, 335, 1097, 356]
- advertisement: [17, 107, 145, 169]
- ad-lead: 115 ACRES,: [576, 739, 606, 746]
- ad-lead: AN ABSOLUTE BARGAIN.: [436, 122, 506, 129]
- agent-name: WAIRARAPA FARMERS' ASSN., LTD.,: [883, 298, 1062, 309]
- agent-address: NAPIER.: [696, 352, 717, 359]
- ad-lead: 4400 ACRES,: [848, 88, 882, 95]
- agent-address: LAND AND ESTATE AGENTS AND SHAREBROKERS, MASTERTON.: [629, 823, 784, 830]
- ad-body: BLAKE AND CO. THE AUCTIONEERS, LAND AND BUSINESS AGENTS, 35 CUBA STREET, WELLINGTON. Our Mart is now recognised as the LEADING MART IN WELLINGTON for Sales of FURNITURE, STOCKS, HARNESS, BUSINESS FIXTURES, and SUNDRIES. Our sales are increasing daily. Every one is personally conducted. Note the address. BLAKE AND CO., 35 Cuba Street, Wellington.: [436, 340, 564, 394]
- ad-body: GORTON AND SON, LTD., have received instructions from the Trustees in the Estate of the late Lord Charles Hastings, to sell by Public Auction at their rooms, Feilding— The well-known Makino property recently in occupation of Mr. W. Reid, situated within and adjoining the Borough of Feilding, containing 338 acres of rich fattening level land, subdivided into 14 handy Dairy Farms of from 25 to 40 acres, and 13 suburban sections of from 1 to 10 acres. Terms, 20 per cent. deposit, 20 per cent. in 12 months or permanent buildings of at least that equivalent value, 10 per cent. in 24 months, balance at 5 per cent. for 5 years. For Litho plans and full particulars apply to GORTON AND SON, LTD., Feilding.: [156, 440, 285, 528]
- ad-title: SPLENDID DAIRY FARM LEASE FOR SALE.: [640, 416, 773, 424]
- ad-lead: CHOICE FARM,: [296, 367, 339, 374]
- agent-name: N.Z. LOAN AND MERCANTILE AGENCY CO., LTD.,: [850, 593, 1096, 604]
- ad-body: CLEARING SALE AT SILVERSTREAM. On account of Mrs. Rushmell, at her residence (two doors from Store). A. L. WILSON AND CO. have been favoured with instructions to sell, as above— THE CONTENTS OF FIVE FURNISHED ROOMS. Lot good Ducks, Pullets, Hens, Roosters, Buffalo Incubator (120), 2 Dogs and 2 Pigs, etc., etc. A. L. WILSON, Auctioneer.: [296, 116, 425, 163]
- advertisement: [157, 533, 285, 581]
- ad-lead: FRIDAY, MAY 14, 1915.: [17, 320, 76, 327]
- ad-lead: HAWKE'S BAY Dairying or Grazing Farm,: [296, 469, 402, 476]
- ad-body: all in grass, except 15 acres crop, practically all flat and ploughable, 80 acres been ploughed; 12 paddocks watered by permanent streams; capacity 60 cows; handy to good town. 5-roomed house, 12-bail cowshed, concreted, etc. Price £47 per acre; terms, £500 cash. 150 ACRES, all in grass, 5 acres shelter bush, flat and ploughable. 130 ACRES, first-class Dairy Farm, Manawatu Line, all in English grass. 200 ACRES, Manawatu Line, 6 paddocks, well watered, capacity 40 cows. Apply: [576, 191, 837, 225]
- ad-title: CHOICE APPLE LAND. CHOICE APPLE LAND.: [636, 731, 777, 739]
- agent-name: NEWTON KING,: [933, 124, 1012, 135]
- advertisement: [436, 324, 564, 399]
- advertisement: [848, 52, 1097, 87]
- ad-body: C.S.P., at 1s. 3d. miles Wanganui; 300 acres grassed, balance bush; good average hills; 8-roomed house; improvement. 1050 ACRES, O.R.P., at 2s. 6d., 25 miles Wanganui; 500 acres grassed; balance bush; well watered. Price £2 10s. per acre.: [848, 675, 1097, 695]
- ad-lead: 91 ACRES,: [156, 719, 184, 726]
- ad-lead: 208 ACRES,: [576, 475, 606, 482]
- advertisement: [848, 254, 1097, 319]
- ad-body: subdivided into 8 fully-improved Farms. Splendid metalled roads, advantages; first-class railway service. Good buildings. Apply: [848, 778, 1097, 792]
- ad-title: A SPLENDID FATTENING OR DAIRY FARM.: [906, 614, 1039, 622]
- ad-lead: 214 ACRES,: [576, 423, 606, 430]
- advertisement: [576, 782, 836, 834]
- advertisement: [297, 707, 425, 749]
- ad-lead: 100 ACRES,: [296, 592, 327, 599]
- ad-lead: 500 ACRES,: [576, 249, 606, 256]
- ad-body: Freehold, 15 miles from Gisborne Railway Station; 600 acres in grass, balance bush; ringfenced and subdivided into 12 paddocks; 5-roomed house, woolshed, shearing shed, and sheep yards, etc.; carrying 1200 sheep. Price, £7 per acre. Terms easy.: [848, 571, 1097, 592]
- ad-body: Freehold (L.I.P.), 350 acres Leasehold, 17 years to 25 years to run. 650 acres in grass; 300 acres ploughable. All subdivided into 16 paddocks. Carrying 1200 sheep and 100 head of cattle. 7-roomed house, woolshed, cattle yards, dip, etc. PRICE: £25 per acre for the freehold. DALGETY AND CO., LTD., WELLINGTON (Sole Agents).: [576, 78, 837, 99]
- ad-title: A CHOICE AND CHEAP DAIRY FARM.: [915, 430, 1030, 438]
- agent-address: TE KUITI.: [694, 294, 718, 301]
- ad-title: GIFT PICTURES.: [947, 52, 999, 60]
- ad-lead: THE G.P.O. IS OPPOSITE.: [436, 332, 504, 339]
- column-heading: LAND NOTICES.: [576, 40, 836, 50]
- advertisement: [848, 762, 1097, 824]
- ad-title: MOST DESIRABLE PROPERTY, ONLY SIX MILES FROM RAILWAY.: [605, 519, 808, 527]
- ad-body: easy distance to Palmerston North; good 7-roomed house, bathroom, cowshed, milking shed, etc.; well watered; close to creamery. Price, £47 per acre. GENERAL Store, freehold premises, dwelling combined, outbuildings, paddocks. Price £3900. ORBELL AND CO., LAND SALESMEN, PALMERSTON NORTH.: [296, 600, 425, 647]
- ad-lead: LOOK—900 ACRES,: [848, 771, 901, 778]
- ad-lead: HOTEL FOR SALE. ABSOLUTELY FREE HOUSE FOR EVERYTHING.: [17, 613, 144, 627]
- column-heading: AUCTIONS.: [157, 40, 285, 50]
- agent-address: STOCK, LAND AND ESTATE AGENT, PAHIATUA.: [917, 654, 1029, 661]
- ad-body: freehold, 4 miles from two good stock markets in the North Island; half watered, well fenced and subdivided; about 600 acres in grass; good 8-roomed house, woolshed, etc. Price £13 per acre.: [848, 840, 1097, 853]
- ad-title: HARCOURT AND CO., LAND AND ESTATE AGENTS AND AUCTIONEERS, WELLINGTON.: [436, 100, 564, 122]
- agent-name: BARTON AND CO.,: [927, 541, 1018, 552]
- agent-name: THE FARMERS' CO-OP. AUCTIONEERING CO., LTD.,: [859, 793, 1087, 814]
- agent-address: OTAKI RAILWAY.: [953, 551, 993, 558]
